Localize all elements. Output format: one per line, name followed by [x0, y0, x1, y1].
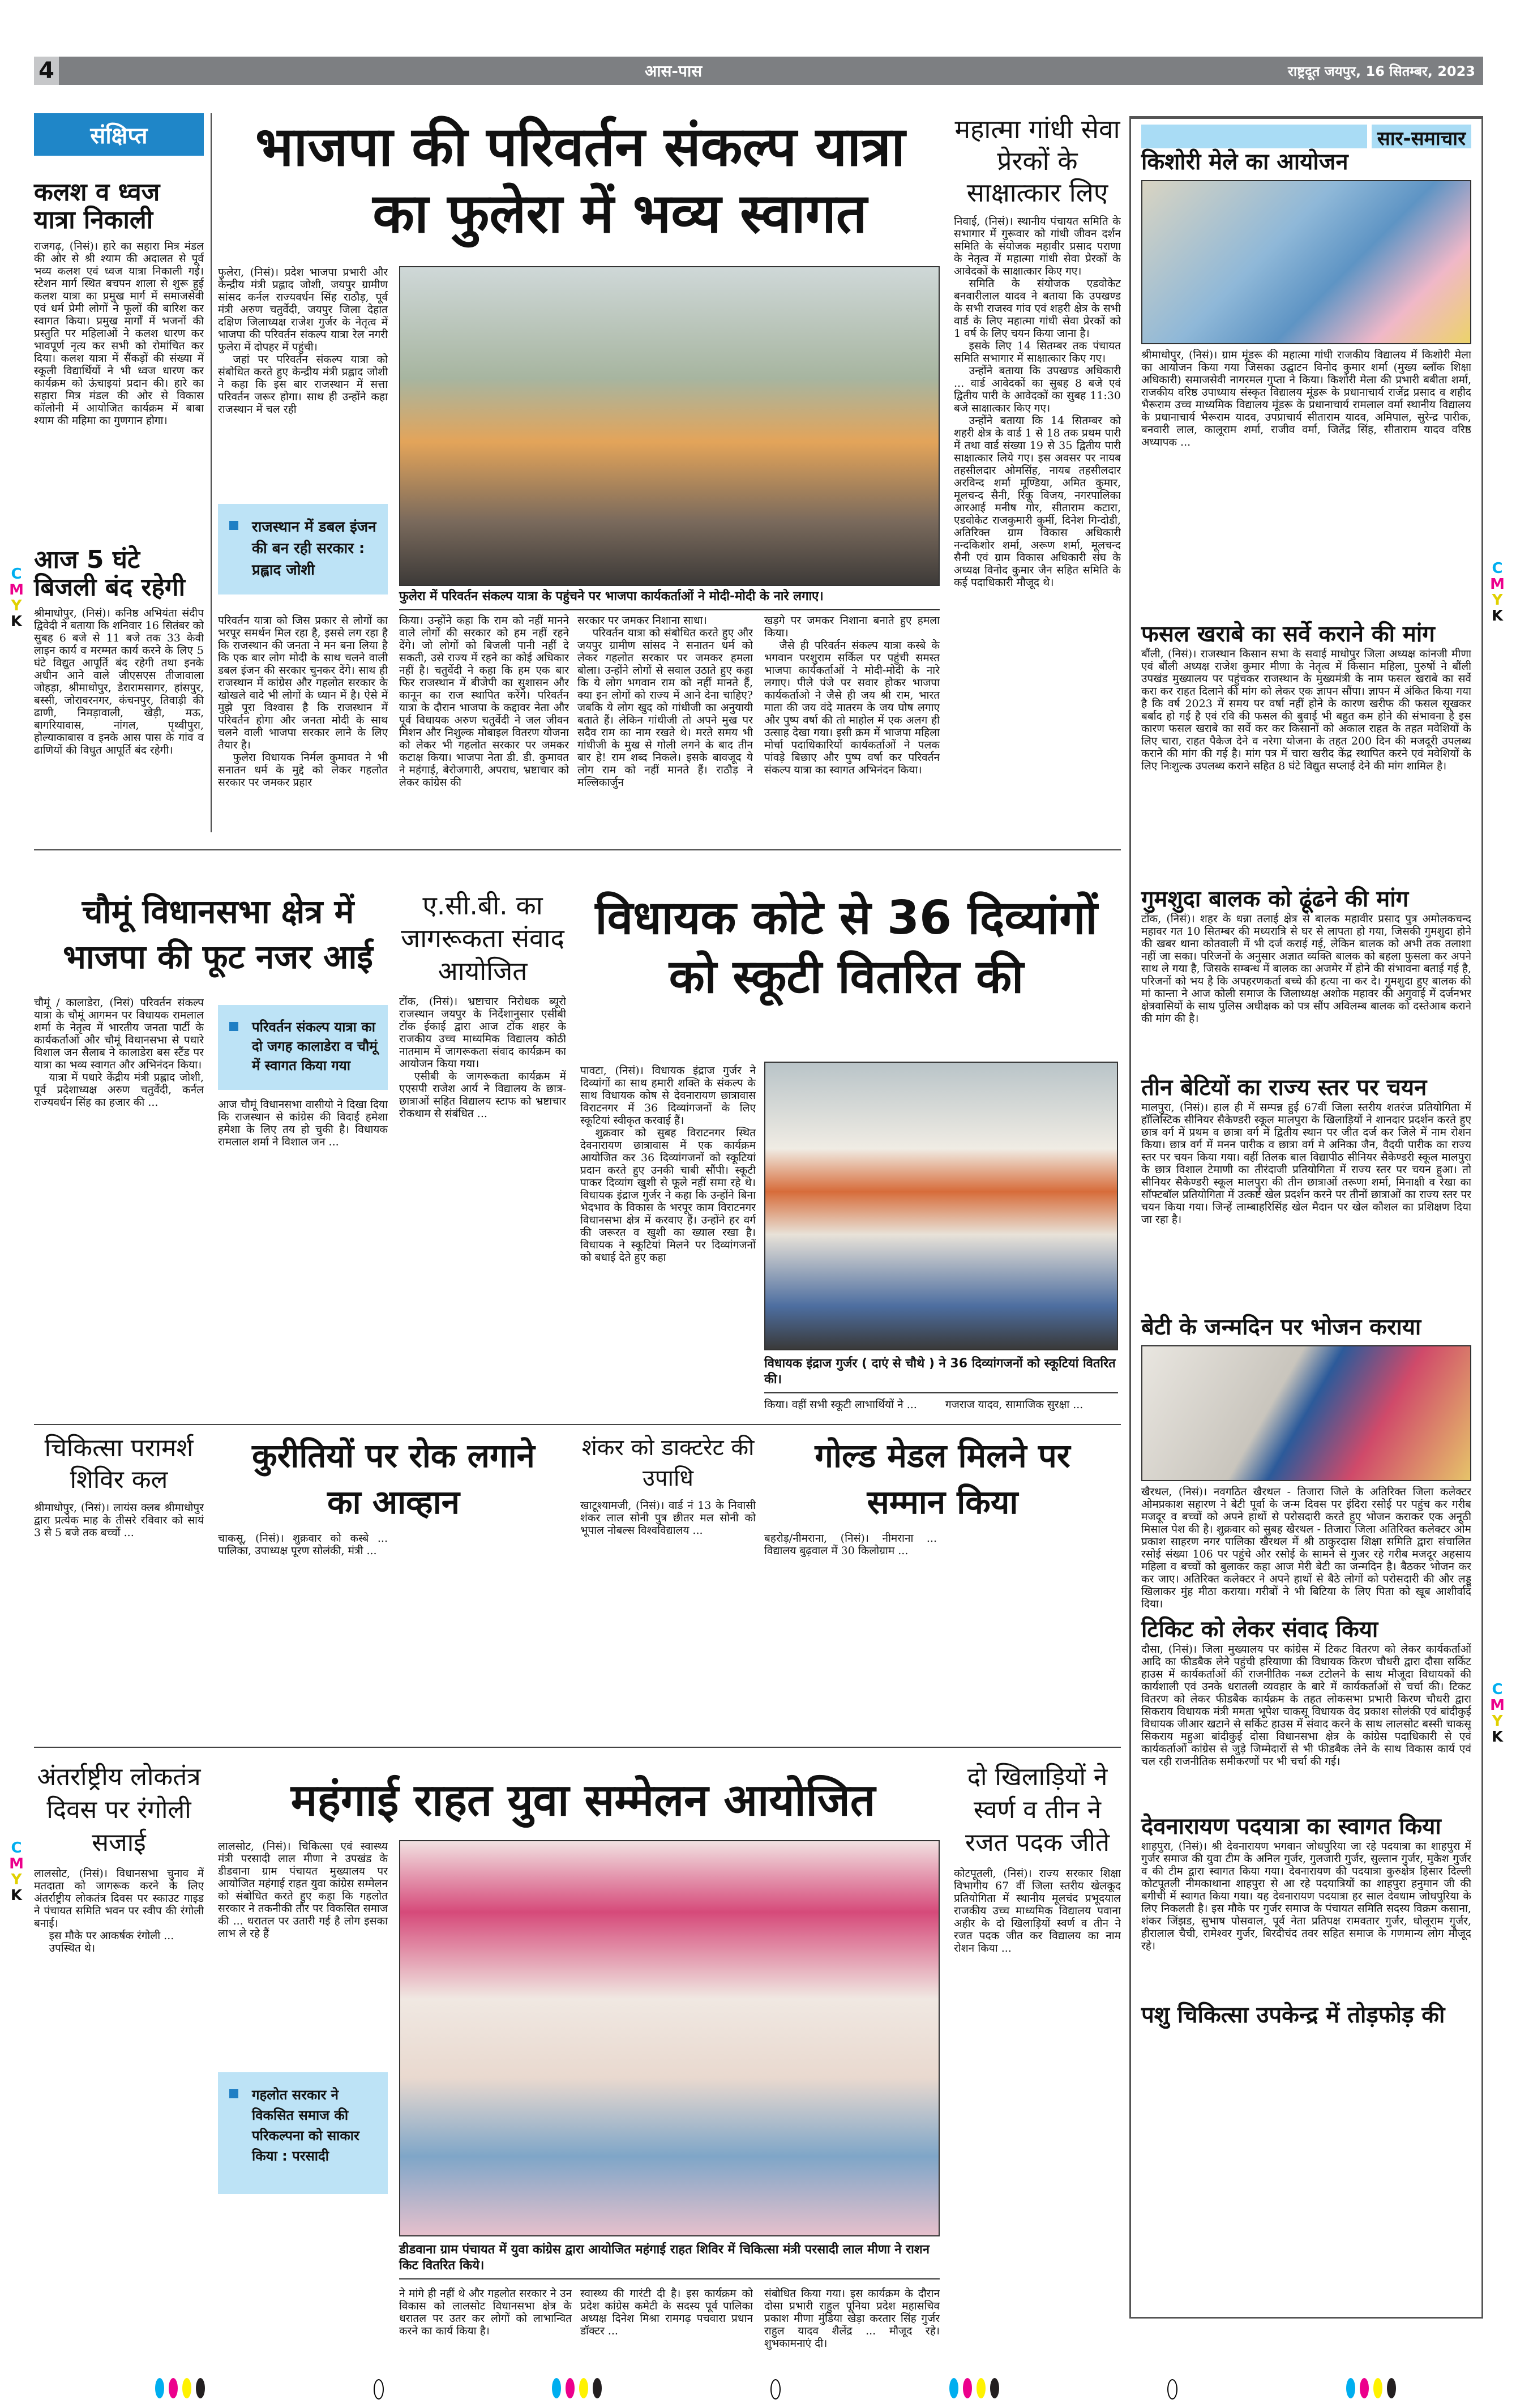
article-body: शाहपुरा, (निसं)। श्री देवनारायण भगवान जोधपुरिया जा रहे पदयात्रा का शाहपुरा में गुर्जर समाज की युवा टीम के अनिल गुर्जर, गुलजारी गुर्जर, सुल्तान गुर्जर, मुकेश गुर्जर व की टीम द्वारा स्वागत किया गया। देवनारायण की पदयात्रा कुरुक्षेत्र हिसार दिल्ली कोटपूतली नीमकाथाना शाहपुरा से आ रहे पदयात्रियों का शाहपुरा हनुमान जी की बगीची में स्वागत किया गया। यह देवनारायण पदयात्रा हर साल देवधाम जोधपुरिया के लिए निकलती है। इस मौके पर गुर्जर समाज के पंचायत समिति सदस्य विक्रम कसाना, शंकर जिंझड, सुभाष पोसवाल, पूर्व नेता प्रतिपक्ष रामवतार गुर्जर, धोलूराम गुर्जर, हीरालाल चैची, रामेश्वर गुर्जर, बिरदीचंद तवर सहित समाज के गणमान्य लोग मौजूद रहे। [1141, 1840, 1471, 1952]
health-camp-article [34, 1432, 204, 1745]
page-header [34, 57, 1483, 85]
headline: किशोरी मेले का आयोजन [1141, 149, 1348, 175]
acb-article [399, 889, 566, 1392]
chomu-col-2: आज चौमूं विधानसभा वासीयो ने दिखा दिया कि राजस्थान से कांग्रेस की विदाई हमेशा हमेशा के लिए तय हो चुकी है। विधायक रामलाल शर्मा ने विशाल जन ... [218, 1098, 388, 1148]
article-body: मालपुरा, (निसं)। हाल ही में सम्पन्न हुई 67वीं जिला स्तरीय शतरंज प्रतियोगिता में हॉलिस्टिक सीनियर सैकेण्डरी स्कूल मालपुरा के खिलाड़ियों ने शानदार प्रदर्शन करते हुए छात्र वर्ग में प्रथम व छात्रा वर्ग में द्वितीय स्थान पर जीत दर्ज कर जिले में नाम रोशन किया। छात्र वर्ग में मनन पारीक व छात्रा वर्ग मे अनिका जैन, वैदयी पारीक का राज्य स्तर पर चयन किया गया। वहीं तिलक बाल विद्यापीठ सीनियर सैकेण्डरी स्कूल मालपुरा के छात्र विशाल टेमाणी का तीरंदाजी प्रतियोगिता में राज्य स्तर पर चयन हुआ। तो सीनियर सैकेण्डरी स्कूल मालपुरा की तीन छात्राओं तरूणा शर्मा, मिनाक्षी व रेखा का सॉफ्टबॉल प्रतियोगिता में उत्कर्ष्ट खेल प्रदर्शन करने पर तीनों छात्राओं का राज्य स्तर पर चयन किया गया। जिन्हें लाम्बाहरिसिंह खेल मैदान पर खेल कौशल का प्रशिक्षण दिया जा रहा है। [1141, 1101, 1471, 1226]
article-body: बौंली, (निसं)। राजस्थान किसान सभा के सवाई माधोपुर जिला अध्यक्ष कांनजी मीणा एवं बौंली अध्यक्ष राजेश कुमार मीणा के नेतृत्व में किसान महिला, पुरुषों ने बौंली उपखंड मुख्यालय पर पहुंचकर राजस्थान के मुख्यमंत्री के नाम फसल खराबे का सर्वे करा कर राहत दिलाने की मांग को लेकर एक ज्ञापन सौंपा। ज्ञापन में अंकित किया गया है कि वर्ष 2023 में समय पर वर्षा नहीं होने के कारण खरीफ की फसल सूखकर बर्बाद हो गई है एवं रवि की फसल की बुवाई भी बहुत कम होने की संभावना है इस कारण फसल खराबे का सर्वे कर कर किसानों को अकाल राहत के तहत मवेशियों के लिए चारा, राहत पैकेज देने व नरेगा योजना के तहत 200 दिन की मजदूरी उपलब्ध कराने की मांग की गई है। मांग पत्र में चारा खरीद केंद्र स्थापित करने एवं मवेशियों के लिए निःशुल्क उपलब्ध कराने सहित 8 घंटे विद्युत सप्लाई देने की मांग शामिल है। [1141, 648, 1471, 772]
scooty-tail-1: किया। वहीं सभी स्कूटी लाभार्थियों ने ... [764, 1398, 917, 1411]
mehngai-caption: डीडवाना ग्राम पंचायत में युवा कांग्रेस द्वारा आयोजित महंगाई राहत शिविर में चिकित्सा मंत्री परसादी लाल मीणा ने राशन किट वितरित किये। [399, 2242, 940, 2279]
headline: महात्मा गांधी सेवा प्रेरकों के साक्षात्कार लिए [954, 114, 1120, 208]
headline: गोल्ड मेडल मिलने पर सम्मान किया [815, 1436, 1070, 1521]
cmyk-mark: C M Y K [1490, 560, 1505, 625]
divider [34, 1424, 1121, 1425]
lead-headline: भाजपा की परिवर्तन संकल्प यात्रा का फुलेरा में भव्य स्वागत [255, 115, 906, 245]
chomu-highlight-box: परिवर्तन संकल्प यात्रा का दो जगह कालाडेरा व चौमूं में स्वागत किया गया [218, 1005, 388, 1090]
headline: तीन बेटियों का राज्य स्तर पर चयन [1141, 1075, 1427, 1101]
scooty-body: पावटा, (निसं)। विधायक इंद्राज गुर्जर ने दिव्यांगों का साथ हमारी शक्ति के संकल्प के साथ विधायक कोष से देवनारायण छात्रावास विराटनगर में 36 दिव्यांगजनों के लिए स्कूटियां स्वीकृत करवाई हैं। शुक्रवार को सुबह विराटनगर स्थित देवनारायण छात्रावास में एक कार्यक्रम आयोजित कर 36 दिव्यांगजनों को स्कूटियां प्रदान करते हुए उनकी चाबी सौंपी। स्कूटी पाकर दिव्यांग खुशी से फूले नहीं समा रहे थे। विधायक इंद्राज गुर्जर ने कहा कि उन्होंने बिना भेदभाव के विकास के भरपूर काम विराटनगर विधानसभा क्षेत्र में करवाए हैं। उन्होंने हर वर्ग की जरूरत व खुशी का ख्याल रखा है। विधायक ने स्कूटियां मिलने पर दिव्यांगजनों को बधाई देते हुए कहा [580, 1064, 756, 1264]
headline: चिकित्सा परामर्श शिविर कल [44, 1434, 194, 1494]
registration-mark [1167, 2379, 1177, 2400]
headline: ए.सी.बी. का जागरूकता संवाद आयोजित [401, 890, 564, 986]
article-body: खैरथल, (निसं)। नवगठित खैरथल - तिजारा जिले के अतिरिक्त जिला कलेक्टर ओमप्रकाश सहारण ने बेटी पूर्वा के जन्म दिवस पर इंदिरा रसोई पर पहुंच कर गरीब मजदूर व बच्चों को अपने हाथों से परोसदारी करते हुए भोजन कराकर एक अनूठी मिसाल पेश की है। शुक्रवार को सुबह खैरथल - तिजारा जिला अतिरिक्त कलेक्टर ओम प्रकाश साहरण नगर पालिका खैरथल में श्री ठाकुरदास शिक्षा समिति द्वारा संचालित रसोई संख्या 106 पर पहुंचे और रसोई के सामने से गुजर रहे गरीब मजदूर अहसाय महिला व बच्चों को बुलाकर कहा आज मेरी बेटी का जन्मदिन है। बैठकर भोजन कर कर जाए। अतिरिक्त कलेक्टर ने अपने हाथों से बैठे लोगों को परोसदारी की और लड्डू खिलाकर मुंह मीठा कराया। गरीबों ने भी बिटिया के लिए पिता को खूब आशीर्वाद दिया। [1141, 1486, 1471, 1610]
mehngai-tail-1: ने मांगे ही नहीं थे और गहलोत सरकार ने उन विकास को लालसोट विधानसभा क्षेत्र के धरातल पर उतर कर लोगों को लाभान्वित करने का कार्य किया है। [399, 2287, 572, 2337]
article-body: बहरोड़/नीमराना, (निसं)। नीमराना ... विद्यालय बुढ़वाल में 30 किलोग्राम ... [764, 1532, 937, 1557]
headline: टिकिट को लेकर संवाद किया [1141, 1616, 1378, 1643]
chomu-col-1: चौमूं / कालाडेरा, (निसं) परिवर्तन संकल्प यात्रा के चौमूं आगमन पर विधायक रामलाल शर्मा के नेतृत्व में भारतीय जनता पार्टी के कार्यकर्ताओं और चौमूं विधानसभा से पधारे विशाल जन सैलाब ने कालाडेरा बस स्टैंड पर यात्रा का भव्य स्वागत और अभिनंदन किया। यात्रा में पधारे केंद्रीय मंत्री प्रह्लाद जोशी, पूर्व प्रदेशाध्यक्ष अरुण चतुर्वेदी, कर्नल राज्यवर्धन सिंह का हजार की ... [34, 996, 204, 1109]
headline: बेटी के जन्मदिन पर भोजन कराया [1141, 1314, 1421, 1340]
article-body: श्रीमाधोपुर, (निसं)। लायंस क्लब श्रीमाधोपुर द्वारा प्रत्येक माह के तीसरे रविवार को सायं 3 से 5 बजे तक बच्चों ... [34, 1502, 204, 1539]
dateline: राष्ट्रदूत जयपुर, 16 सितम्बर, 2023 [1288, 63, 1475, 79]
headline: आज 5 घंटे बिजली बंद रहेगी [34, 545, 186, 602]
article-body: दौसा, (निसं)। जिला मुख्यालय पर कांग्रेस में टिकट वितरण को लेकर कार्यकर्ताओं आदि का फीडबैक लेने पहुंची हरियाणा की विधायक किरण चौधरी द्वारा दौसा सर्किट हाउस में कार्यकर्ताओं की राजनीतिक नब्ज टटोलने के साथ मौजूदा विधायकों की कार्यशाली एवं उनके धरातली व्यवहार के बारे में कार्यकर्ताओं से चर्चा की। टिकट वितरण को लेकर फीडबैक कार्यक्रम के तहत लोकसभा प्रभारी किरण चौधरी द्वारा सिकराय विधायक मंत्री ममता भूपेश चाकसू विधायक वेद प्रकाश सोलंकी एवं बांदीकुई विधायक जीआर खटाने से सर्किट हाउस में संवाद करने के साथ लालसोट बस्सी चाकसू सिकराय महुआ बांदीकुई दोसा विधानसभा क्षेत्र के कांग्रेस पदाधिकारी से एवं कार्यकर्ताओं कांग्रेस से जुड़े जिम्मेदारों से भी फीडबैक लेने के साथ विकास कार्य एवं चल रही राजनीतिक समीकरणों पर भी चर्चा की गई। [1141, 1643, 1471, 1768]
chomu-headline: चौमूं विधानसभा क्षेत्र में भाजपा की फूट नजर आई [63, 892, 373, 976]
registration-mark [374, 2379, 384, 2400]
mehngai-photo [399, 1840, 940, 2236]
left-brief-column [34, 113, 204, 845]
brief-tag: संक्षिप्त [34, 113, 204, 156]
mehngai-tail-2: स्वास्थ्य की गारंटी दी है। इस कार्यक्रम को प्रदेश कांग्रेस कमेटी के सदस्य पूर्व पालिका अध्यक्ष दिनेश मिश्रा रामगढ़ पचवारा प्रधान डॉक्टर ... [580, 2287, 753, 2337]
cmyk-mark: C M Y K [9, 1840, 24, 1904]
mehngai-highlight-box: गहलोत सरकार ने विकसित समाज की परिकल्पना को साकार किया : परसादी [218, 2072, 388, 2194]
headline: दो खिलाड़ियों ने स्वर्ण व तीन ने रजत पदक जीते [965, 1763, 1110, 1857]
scooty-photo [764, 1062, 1118, 1350]
section-title: आस-पास [644, 62, 703, 80]
divider [34, 849, 1121, 850]
lead-col-5: खड़गे पर जमकर निशाना बनाते हुए हमला किया। जैसे ही परिवर्तन संकल्प यात्रा कस्बे के भगवान परशुराम सर्किल पर पहुंची समस्त भाजपा कार्यकर्ताओं ने मोदी-मोदी के नारे लगाए। पीले पंजे पर सवार होकर भाजपा कार्यकर्ताओ ने जैसे ही जय श्री राम, भारत माता की जय वंदे मातरम के जय घोष लगाए और पुष्प वर्षा की तो माहोल में एक अलग ही उत्साह देखा गया। इसी क्रम में भाजपा महिला मोर्चा पदाधिकारियों कार्यकर्ताओं ने पलक पांवड़े बिछाए और पुष्प वर्षा कर परिवर्तन संकल्प यात्रा का स्वागत अभिनंदन किया। [764, 614, 940, 776]
article-body: लालसोट, (निसं)। विधानसभा चुनाव में मतदाता को जागरूक करने के लिए अंतर्राष्ट्रीय लोकतंत्र दिवस पर स्काउट गाइड ने पंचायत समिति भवन पर स्वीप की रंगोली बनाई। इस मौके पर आकर्षक रंगोली ... उपस्थित थे। [34, 1867, 204, 1954]
page-number: 4 [34, 57, 59, 85]
mehngai-body: लालसोट, (निसं)। चिकित्सा एवं स्वास्थ्य मंत्री परसादी लाल मीणा ने उपखंड के डीडवाना ग्राम पंचायत मुख्यालय पर आयोजित महंगाई राहत युवा कांग्रेस सम्मेलन को संबोधित करते हुए कहा कि गहलोत सरकार ने तकनीकी तौर पर विकसित समाज की ... धरातल पर उतारी गई है लोग इसका लाभ ले रहे हैं [218, 1840, 388, 1940]
color-registration-strip [153, 2378, 1398, 2401]
two-players-article [954, 1761, 1121, 2332]
birthday-meal-photo [1141, 1345, 1471, 1481]
scooty-headline: विधायक कोटे से 36 दिव्यांगों को स्कूटी वितरित की [595, 891, 1098, 1004]
headline: पशु चिकित्सा उपकेन्द्र में तोड़फोड़ की [1141, 2002, 1445, 2028]
headline: कलश व ध्वज यात्रा निकाली [34, 178, 160, 235]
lead-col-1: फुलेरा, (निसं)। प्रदेश भाजपा प्रभारी और केन्द्रीय मंत्री प्रह्लाद जोशी, जयपुर ग्रामीण सांसद कर्नल राज्यवर्धन सिंह राठौड़, पूर्व मंत्री अरुण चतुर्वेदी, जयपुर जिला देहात दक्षिण जिलाध्यक्ष राजेश गुर्जर के नेतृत्व में भाजपा की परिवर्तन संकल्प यात्रा रेल नगरी फुलेरा में दोपहर में पहुंची। जहां पर परिवर्तन संकल्प यात्रा को संबोधित करते हुए केन्द्रीय मंत्री प्रह्लाद जोशी ने कहा कि इस बार राजस्थान में सत्ता परिवर्तन जरूर होगा। साथ ही उन्होंने कहा राजस्थान में चल रही [218, 266, 388, 416]
article-body: श्रीमाधोपुर, (निसं)। ग्राम मूंडरू की महात्मा गांधी राजकीय विद्यालय में किशोरी मेला का आयोजन किया गया जिसका उद्घाटन विनोद कुमार शर्मा (मुख्य ब्लॉक शिक्षा अधिकारी) समाजसेवी नागरमल गुप्ता ने किया। किशोरी मेला की प्रभारी बबीता शर्मा, राजकीय वरिष्ठ उपाध्याय संस्कृत विद्यालय मूंडरू के प्रधानाचार्य राजेंद्र प्रसाद व शहीद भैरूराम उच्च माध्यमिक विद्यालय मूंडरू के प्रधानाचार्य रामलाल वर्मा स्थानीय विद्यालय के प्रधानाचार्य भैरूराम यादव, उपप्राचार्य सीताराम यादव, अमिपाल, सुरेन्द्र पारीक, बनवारी लाल, कालूराम शर्मा, राजीव वर्मा, जितेंद्र सिंह, सीताराम यादव वरिष्ठ अध्यापक ... [1141, 349, 1471, 448]
headline: कुरीतियों पर रोक लगाने का आव्हान [252, 1436, 535, 1521]
doctorate-article [580, 1432, 756, 1737]
article-body: टोंक, (निसं)। शहर के धन्ना तलाई क्षेत्र से बालक महावीर प्रसाद पुत्र अमोलकचन्द महावर गत 10 सितम्बर की मध्यरात्रि से घर से लापता हो गया, जिसकी गुमशुदा होने की खबर थाना कोतवाली में भी दर्ज कराई गई, लेकिन बालक को अभी तक तलाशा नहीं जा सका। परिजनों के अनुसार अज्ञात व्यक्ति बालक को बहला फुसला कर अपने साथ ले गया है, जिसके सम्बन्ध में बालक का अजमेर में होने की संभावना बताई गई है, परिजनों को भय है कि अपहरणकर्ता बच्चे की हत्या ना कर दे। गुमशुदा हुए बालक की मां कान्ता ने आज कोली समाज के जिलाध्यक्ष अशोक महावर की अगुवाई में दर्जनभर क्षेत्रवासियों के साथ पुलिस अधीक्षक को पत्र सौंप अविलम्ब बालक को दस्तेआब कराने की मांग की है। [1141, 913, 1471, 1025]
lead-highlight-box: राजस्थान में डबल इंजन की बन रही सरकार : प्रह्लाद जोशी [218, 504, 388, 594]
lead-photo [399, 266, 940, 586]
registration-mark [770, 2379, 781, 2400]
brief-tag: सार-समाचार [1372, 125, 1471, 148]
gold-medal-article [764, 1432, 1121, 1736]
headline: देवनारायण पदयात्रा का स्वागत किया [1141, 1814, 1441, 1840]
cmyk-mark: C M Y K [1490, 1681, 1505, 1746]
lead-col-3: किया। उन्होंने कहा कि राम को नहीं मानने वाले लोगों की सरकार को हम नहीं रहने देंगे। जो लोगों को बिजली पानी नहीं दे सकती, उसे राज्य में रहने का कोई अधिकार नहीं है। चतुर्वेदी ने कहा कि हम एक बार फिर राजस्थान में बीजेपी का सुशासन और कानून का राज स्थापित करेंगे। परिवर्तन यात्रा के दौरान भाजपा के कद्दावर नेता और पूर्व विधायक अरुण चतुर्वेदी ने जल जीवन मिशन और निशुल्क मोबाइल वितरण योजना को लेकर भी गहलोत सरकार पर जमकर कटाक्ष किया। भाजपा नेता डी. डी. कुमावत ने महंगाई, बेरोजगारी, अपराध, भ्रष्टाचार को लेकर कांग्रेस की [399, 614, 569, 789]
scooty-tail-2: गजराज यादव, सामाजिक सुरक्षा ... [945, 1398, 1084, 1411]
lead-col-2: परिवर्तन यात्रा को जिस प्रकार से लोगों का भरपूर समर्थन मिल रहा है, इससे लग रहा है कि राजस्थान की जनता ने मन बना लिया है कि एक बार लोग मोदी के साथ चलने वाली डबल इंजन की सरकार चुनकर देंगे। साथ ही राजस्थान में कांग्रेस और गहलोत सरकार के खोखले वादे भी लोगों के ध्यान में है। ऐसे में मुझे पूरा विश्वास है कि राजस्थान में परिवर्तन होगा और जनता मोदी के साथ चलने वाली भाजपा सरकार लाने के लिए तैयार है। फुलेरा विधायक निर्मल कुमावत ने भी सनातन धर्म के मुद्दे को लेकर गहलोत सरकार पर जमकर प्रहार [218, 614, 388, 789]
cmyk-mark: C M Y K [9, 566, 24, 630]
brief-header [1141, 125, 1471, 148]
kishori-mela-photo [1141, 180, 1471, 344]
headline: अंतर्राष्ट्रीय लोकतंत्र दिवस पर रंगोली सजाई [37, 1763, 201, 1857]
article-body: टोंक, (निसं)। भ्रष्टाचार निरोधक ब्यूरो राजस्थान जयपुर के निर्देशानुसार एसीबी टोंक ईकाई द्वारा आज टोंक शहर के राजकीय उच्च माध्यमिक विद्यालय कोठी नातमाम में जागरूकता संवाद कार्यक्रम का आयोजन किया गया। एसीबी के जागरूकता कार्यक्रम में एएसपी राजेश आर्य ने विद्यालय के छात्र-छात्राओं सहित विद्यालय स्टाफ को भ्रष्टाचार रोकथाम से संबंधित ... [399, 995, 566, 1120]
scooty-caption: विधायक इंद्राज गुर्जर ( दाएं से चौथे ) ने 36 दिव्यांगजनों को स्कूटियां वितरित की। [764, 1356, 1118, 1393]
lead-caption: फुलेरा में परिवर्तन संकल्प यात्रा के पहुंचने पर भाजपा कार्यकर्ताओं ने मोदी-मोदी के नारे लगाए। [399, 589, 940, 610]
divider [34, 1747, 1121, 1748]
article-body: राजगढ़, (निसं)। हारे का सहारा मित्र मंडल की ओर से श्री श्याम की अदालत से पूर्व भव्य कलश एवं ध्वज यात्रा निकाली गई। स्टेशन मार्ग स्थित बचपन शाला से शुरू हुई कलश यात्रा का प्रमुख मार्ग में समाजसेवी एवं धर्म प्रेमी लोगों ने फूलों की बारिश कर स्वागत किया। प्रमुख मार्गों में भजनों की प्रस्तुति पर महिलाओं ने कलश धारण कर भावपूर्ण नृत्य कर सभी को रोमांचित कर दिया। कलश यात्रा में सैंकड़ों की संख्या में स्कूली विद्यार्थियों ने भी ध्वज धारण कर कार्यक्रम को ऊंचाइयां प्रदान की। हारे का सहारा मित्र मंडल की ओर से विकास कॉलोनी में आयोजित कार्यक्रम में बाबा श्याम की महिमा का गुणगान होगा। [34, 239, 204, 427]
article-body: चाकसू, (निसं)। शुक्रवार को कस्बे ... पालिका, उपाध्यक्ष पूरण सोलंकी, मंत्री ... [218, 1532, 388, 1557]
headline: फसल खराबे का सर्वे कराने की मांग [1141, 621, 1435, 647]
kuritiyan-article [218, 1432, 569, 1736]
lead-col-4: सरकार पर जमकर निशाना साधा। परिवर्तन यात्रा को संबोधित करते हुए और जयपुर ग्रामीण सांसद ने सनातन धर्म को लेकर गहलोत सरकार पर जमकर हमला बोला। उन्होंने लोगों से सवाल उठाते हुए कहा कि ये लोग भगवान राम को नहीं मानते हैं, क्या इन लोगों को राज्य में आने देना चाहिए? जबकि ये लोग खुद को गांधीजी का अनुयायी बताते हैं। लेकिन गांधीजी तो अपने मुख पर सदैव राम का नाम रखते थे। मरते समय भी गांधीजी के मुख से गोली लगने के बाद तीन बार हे! राम शब्द निकले। इसके बावजूद ये लोग राम को नहीं मानते हैं। राठौड़ ने मल्लिकार्जुन [577, 614, 753, 789]
article-body: खाटूश्यामजी, (निसं)। वार्ड नं 13 के निवासी शंकर लाल सोनी पुत्र छीतर मल सोनी को भूपाल नोबल्स विश्वविद्यालय ... [580, 1499, 756, 1537]
article-body: श्रीमाधोपुर, (निसं)। कनिष्ठ अभियंता संदीप द्विवेदी ने बताया कि शनिवार 16 सितंबर को सुबह 6 बजे से 11 बजे तक 33 केवी लाइन कार्य व मरम्मत कार्य करने के लिए 5 घंटे विद्युत आपूर्ति बंद रहेगी तथा इनके अधीन आने वाले जीएसएस तीजावाला जोहड़ा, श्रीमाधोपुर, डेरारामसागर, हांसपुर, बस्सी, जोरावरनगर, कंचनपुर, तिवाड़ी की ढाणी, निमड़ावाली, खेड़ी, मऊ, बागरियावास, नांगल, पृथ्वीपुरा, होल्याकाबास व इनके आस पास के गांव व ढाणियों की विधुत आपूर्ति बंद रहेगी। [34, 607, 204, 757]
divider [211, 113, 212, 832]
headline: शंकर को डाक्टरेट की उपाधि [581, 1435, 755, 1491]
article-body: कोटपूतली, (निसं)। राज्य सरकार शिक्षा विभागीय 67 वीं जिला स्तरीय खेलकूद प्रतियोगिता में स्थानीय मूलचंद प्रभूदयाल राजकीय उच्च माध्यमिक विद्यालय पवाना अहीर के दो खिलाड़ियों स्वर्ण व तीन ने रजत पदक जीत कर विद्यालय का नाम रोशन किया ... [954, 1867, 1121, 1954]
article-body: निवाई, (निसं)। स्थानीय पंचायत समिति के सभागार में गुरूवार को गांधी जीवन दर्शन समिति के संयोजक महावीर प्रसाद पराणा के नेतृत्व में महात्मा गांधी सेवा प्रेरकों के आवेदकों के साक्षात्कार किए गए। समिति के संयोजक एडवोकेट बनवारीलाल यादव ने बताया कि उपखण्ड के सभी राजस्व गांव एवं शहरी क्षेत्र के सभी वार्ड के लिए महात्मा गांधी सेवा प्रेरकों को 1 वर्ष के लिए चयन किया जाना है। इसके लिए 14 सितम्बर तक पंचायत समिति सभागार में साक्षात्कार किए गए। उन्होंने बताया कि उपखण्ड अधिकारी ... वार्ड आवेदकों का सुबह 8 बजे एवं द्वितीय पारी के आवेदकों का सुबह 11:30 बजे साक्षात्कार किए गए। उन्होंने बताया कि 14 सितम्बर को शहरी क्षेत्र के वार्ड 1 से 18 तक प्रथम पारी में तथा वार्ड संख्या 19 से 35 द्वितीय पारी साक्षात्कार लिये गए। इस अवसर पर नायब तहसीलदार ओमसिंह, नायब तहसीलदार अरविन्द शर्मा मूण्डिया, अमित कुमार, मूलचन्द सैनी, रिंकू विजय, नगरपालिका आरआई मनीष गोर, सीताराम कटारा, एडवोकेट राजकुमारी कुर्मी, दिनेश गिन्दोडी, अतिरिक्त ग्राम विकास अधिकारी नन्दकिशोर शर्मा, अरूण शर्मा, मूलचन्द सैनी एवं ग्राम विकास अधिकारी संघ के अध्यक्ष विनोद कुमार जैन सहित समिति के कई पदाधिकारी मौजूद थे। [954, 215, 1121, 589]
news-brief-box [1129, 116, 1483, 2319]
headline: गुमशुदा बालक को ढूंढने की मांग [1141, 886, 1409, 912]
rangoli-article [34, 1761, 204, 2332]
mehngai-tail-3: संबोधित किया गया। इस कार्यक्रम के दौरान दोसा प्रभारी राहुल पूनिया प्रदेश महासचिव प्रकाश मीणा मुंडिया खेड़ा करतार सिंह गुर्जर राहुल यादव शैलेंद्र ... मौजूद रहे। शुभकामनाएं दी। [764, 2287, 940, 2350]
mehngai-headline: महंगाई राहत युवा सम्मेलन आयोजित [290, 1775, 876, 1826]
gandhi-article [954, 113, 1121, 827]
